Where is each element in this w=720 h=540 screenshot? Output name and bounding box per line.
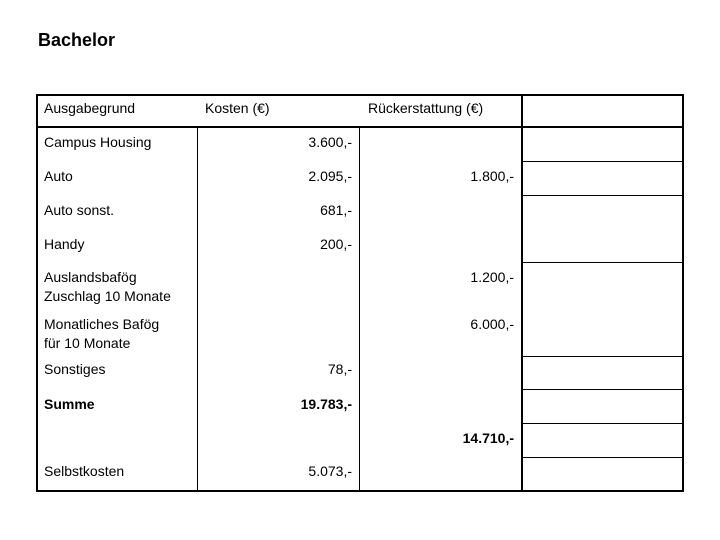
- header-reason: Ausgabegrund: [44, 100, 136, 116]
- sum-cost: 19.783,-: [300, 396, 352, 412]
- row-cost: 78,-: [327, 361, 352, 377]
- column-divider-right: [521, 94, 523, 492]
- sum-label: Summe: [44, 396, 95, 412]
- row-refund: 6.000,-: [470, 316, 514, 332]
- own-cost-value: 5.073,-: [308, 463, 352, 479]
- row-cost: 681,-: [320, 202, 352, 218]
- row-reason: Sonstiges: [44, 361, 106, 377]
- row-divider: [521, 161, 684, 162]
- row-cost: 2.095,-: [308, 168, 352, 184]
- row-divider: [521, 423, 684, 424]
- row-reason: Campus Housing: [44, 134, 152, 150]
- row-cost: 3.600,-: [308, 134, 352, 150]
- row-reason: Handy: [44, 236, 85, 252]
- row-divider: [521, 262, 684, 263]
- row-refund: 1.800,-: [470, 168, 514, 184]
- row-reason: Auto: [44, 168, 73, 184]
- row-reason: Monatliches Bafög für 10 Monate: [44, 316, 160, 351]
- page-title: Bachelor: [38, 30, 116, 50]
- header-refund: Rückerstattung (€): [368, 100, 484, 116]
- row-divider: [521, 195, 684, 196]
- own-cost-label: Selbstkosten: [44, 463, 125, 479]
- row-reason: Auslandsbafög Zuschlag 10 Monate: [44, 269, 171, 304]
- row-refund: 1.200,-: [470, 269, 514, 285]
- header-divider: [36, 126, 684, 128]
- row-divider: [521, 457, 684, 458]
- header-cost: Kosten (€): [205, 100, 270, 116]
- column-divider-cost: [197, 127, 198, 492]
- row-reason: Auto sonst.: [44, 202, 115, 218]
- refund-total: 14.710,-: [462, 430, 514, 446]
- row-divider: [521, 356, 684, 357]
- row-divider: [521, 389, 684, 390]
- column-divider-refund: [359, 127, 360, 492]
- row-cost: 200,-: [320, 236, 352, 252]
